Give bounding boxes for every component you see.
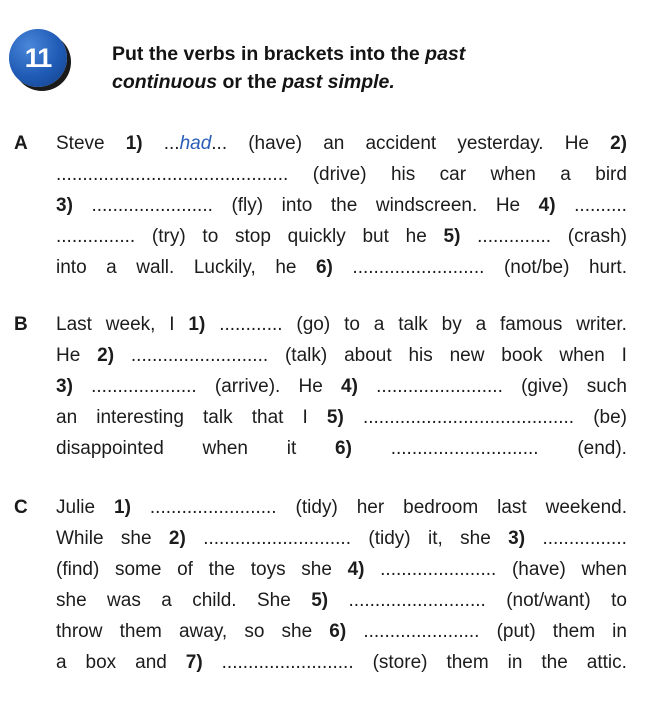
answer-blank[interactable]: .......................: [91, 195, 213, 216]
answer-blank[interactable]: ................: [542, 528, 627, 549]
answer-blank[interactable]: ....................: [91, 376, 197, 397]
instruction-text-1: Put the verbs in brackets into the: [112, 43, 426, 65]
word: wall.: [136, 257, 175, 278]
answer-blank[interactable]: ..........................: [348, 590, 486, 611]
word: a: [56, 652, 67, 673]
item-number: 6): [335, 438, 352, 459]
word: (fly): [231, 195, 264, 216]
exercise-instruction: [112, 40, 632, 96]
exercise-line: [56, 433, 627, 464]
section-letter: A: [14, 133, 28, 154]
word: While: [56, 528, 104, 549]
word: she: [281, 621, 313, 642]
item-number: 4): [538, 195, 556, 216]
answer-blank[interactable]: ..............: [477, 226, 552, 247]
word: talk: [203, 407, 233, 428]
word: bedroom: [403, 497, 479, 518]
word: (put): [496, 621, 536, 642]
instruction-text-3: continuous: [112, 71, 218, 93]
instruction-text-5: past simple.: [282, 71, 395, 93]
word: (not/want): [506, 590, 591, 611]
word: (store): [372, 652, 428, 673]
item-number: 3): [56, 195, 73, 216]
word: to: [344, 314, 360, 335]
item-number: 2): [97, 345, 115, 366]
exercise-line: [56, 371, 627, 402]
answer-blank[interactable]: ......................: [363, 621, 480, 642]
word: yesterday.: [457, 133, 544, 154]
answer-blank[interactable]: ...............: [56, 226, 136, 247]
word: when: [202, 438, 248, 459]
word: (end).: [577, 438, 627, 459]
exercise-line: [56, 190, 627, 221]
word: that: [251, 407, 284, 428]
word: He: [495, 195, 521, 216]
word: I: [621, 345, 627, 366]
word: them: [119, 621, 162, 642]
word: interesting: [96, 407, 184, 428]
word: windscreen.: [375, 195, 478, 216]
word: to: [202, 226, 219, 247]
word: she: [120, 528, 152, 549]
word: was: [107, 590, 141, 611]
item-number: 1): [114, 497, 131, 518]
word: such: [586, 376, 627, 397]
item-number: 2): [168, 528, 186, 549]
word: of: [177, 559, 193, 580]
exercise-line: [56, 523, 627, 554]
answer-blank[interactable]: ........................................: [362, 407, 575, 428]
answer-blank[interactable]: ............................: [203, 528, 351, 549]
exercise-line: [56, 492, 627, 523]
item-number: 6): [315, 257, 333, 278]
item-number: 4): [347, 559, 365, 580]
word: (try): [151, 226, 186, 247]
exercise-line: [56, 309, 627, 340]
word: in: [507, 652, 523, 673]
exercise-line: [56, 252, 627, 283]
word: into: [281, 195, 313, 216]
word: I: [302, 407, 308, 428]
word: (have): [511, 559, 566, 580]
word: the: [541, 652, 568, 673]
word: by: [441, 314, 462, 335]
word: toys: [250, 559, 286, 580]
word: his: [408, 345, 433, 366]
word: she: [56, 590, 87, 611]
item-number: 5): [311, 590, 329, 611]
exercise-line: [56, 554, 627, 585]
word: but: [362, 226, 389, 247]
word: car: [439, 164, 467, 185]
word: (find): [56, 559, 100, 580]
word: she: [460, 528, 491, 549]
exercise-line: [56, 402, 627, 433]
word: to: [611, 590, 627, 611]
word: attic.: [586, 652, 627, 673]
answer-blank[interactable]: .........................: [352, 257, 485, 278]
answer-blank[interactable]: .........................: [221, 652, 354, 673]
word: she: [301, 559, 332, 580]
word: He: [298, 376, 323, 397]
word: them: [446, 652, 489, 673]
word: (tidy): [295, 497, 338, 518]
word: stop: [235, 226, 271, 247]
answer-blank[interactable]: ..........: [574, 195, 627, 216]
word: (go): [296, 314, 331, 335]
word: disappointed: [56, 438, 164, 459]
word: it: [286, 438, 297, 459]
word: He: [564, 133, 589, 154]
word: when: [559, 345, 605, 366]
word: the: [208, 559, 236, 580]
word: She: [257, 590, 291, 611]
word: (arrive).: [214, 376, 281, 397]
item-number: 3): [56, 376, 73, 397]
word: he: [405, 226, 427, 247]
answer-blank[interactable]: ......................: [380, 559, 497, 580]
word: talk: [398, 314, 428, 335]
exercise-line: [56, 128, 627, 159]
word: last: [497, 497, 527, 518]
item-number: 3): [508, 528, 526, 549]
word: some: [114, 559, 162, 580]
word: a: [106, 257, 117, 278]
word: an: [56, 407, 78, 428]
exercise-line: [56, 616, 627, 647]
word: an: [323, 133, 345, 154]
exercise-line: [56, 647, 627, 678]
word: new: [449, 345, 485, 366]
word: (drive): [312, 164, 367, 185]
answer-blank[interactable]: ..........................: [130, 345, 269, 366]
word: bird: [595, 164, 627, 185]
exercise-line: [56, 340, 627, 371]
exercise-line: [56, 159, 627, 190]
word: a: [161, 590, 172, 611]
item-number: 5): [443, 226, 461, 247]
item-number: 5): [326, 407, 344, 428]
item-number: 1): [188, 314, 206, 335]
word: about: [344, 345, 392, 366]
item-number: 2): [610, 133, 627, 154]
word: Julie: [56, 497, 96, 518]
word: a: [373, 314, 385, 335]
word: Last: [56, 314, 92, 335]
word: (be): [593, 407, 627, 428]
word: so: [244, 621, 265, 642]
section-letter: C: [14, 497, 28, 518]
example-answer: had: [179, 133, 212, 154]
word: Steve: [56, 133, 105, 154]
word: a: [560, 164, 571, 185]
word: throw: [56, 621, 103, 642]
word: when: [581, 559, 627, 580]
word: hurt.: [588, 257, 627, 278]
answer-blank[interactable]: ...: [211, 133, 228, 154]
word: (have): [248, 133, 303, 154]
word: He: [56, 345, 81, 366]
word: (tidy): [368, 528, 411, 549]
item-number: 7): [185, 652, 203, 673]
word: (talk): [284, 345, 328, 366]
word: quickly: [287, 226, 346, 247]
word: them: [552, 621, 596, 642]
item-number: 6): [329, 621, 347, 642]
answer-blank[interactable]: ........................: [376, 376, 503, 397]
word: child.: [192, 590, 237, 611]
word: her: [356, 497, 385, 518]
instruction-text-2: past: [425, 43, 466, 65]
word: I: [169, 314, 175, 335]
answer-blank[interactable]: ............................................: [56, 164, 289, 185]
answer-blank[interactable]: ............: [219, 314, 283, 335]
instruction-text-4: or the: [217, 71, 283, 93]
answer-blank[interactable]: ........................: [149, 497, 277, 518]
exercise-line: [56, 585, 627, 616]
word: accident: [365, 133, 437, 154]
answer-blank[interactable]: ...: [163, 133, 180, 154]
answer-blank[interactable]: ............................: [390, 438, 539, 459]
word: (crash): [567, 226, 627, 247]
exercise-number-badge: 11: [9, 29, 67, 87]
word: box: [85, 652, 117, 673]
word: when: [490, 164, 536, 185]
example-answer-group: [164, 128, 227, 159]
word: book: [501, 345, 543, 366]
word: Luckily,: [193, 257, 256, 278]
item-number: 1): [125, 133, 143, 154]
word: (not/be): [503, 257, 570, 278]
item-number: 4): [341, 376, 358, 397]
word: away,: [178, 621, 228, 642]
word: the: [330, 195, 358, 216]
word: (give): [521, 376, 569, 397]
word: week,: [105, 314, 156, 335]
word: it,: [427, 528, 443, 549]
word: he: [275, 257, 297, 278]
word: in: [612, 621, 627, 642]
exercise-line: [56, 221, 627, 252]
word: and: [135, 652, 167, 673]
word: his: [390, 164, 416, 185]
word: a: [475, 314, 487, 335]
word: famous: [500, 314, 563, 335]
word: weekend.: [545, 497, 627, 518]
word: writer.: [576, 314, 627, 335]
section-letter: B: [14, 314, 28, 335]
word: into: [56, 257, 87, 278]
